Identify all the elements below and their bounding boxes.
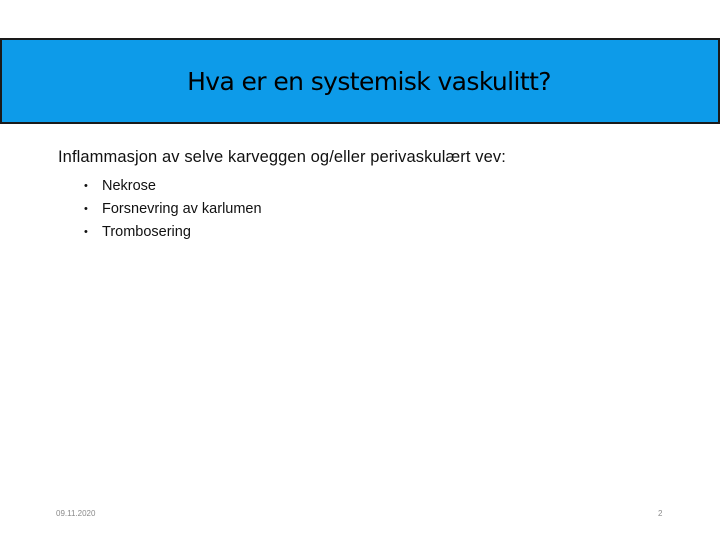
bullet-item-nekrose bbox=[84, 174, 262, 197]
footer-page-number: 2 bbox=[658, 509, 663, 518]
bullet-dot-icon: • bbox=[84, 179, 88, 192]
slide-title-bar bbox=[0, 38, 720, 124]
bullet-list bbox=[84, 174, 262, 243]
lead-text: Inflammasjon av selve karveggen og/eller perivaskulært vev: bbox=[58, 148, 506, 166]
bullet-text: Nekrose bbox=[102, 177, 156, 194]
bullet-item-forsnevring bbox=[84, 197, 262, 220]
slide-title: Hva er en systemisk vaskulitt? bbox=[187, 66, 551, 96]
bullet-text: Trombosering bbox=[102, 223, 191, 240]
footer-date: 09.11.2020 bbox=[56, 509, 96, 518]
bullet-dot-icon: • bbox=[84, 225, 88, 238]
bullet-text: Forsnevring av karlumen bbox=[102, 200, 262, 217]
bullet-dot-icon: • bbox=[84, 202, 88, 215]
bullet-item-trombosering bbox=[84, 220, 262, 243]
